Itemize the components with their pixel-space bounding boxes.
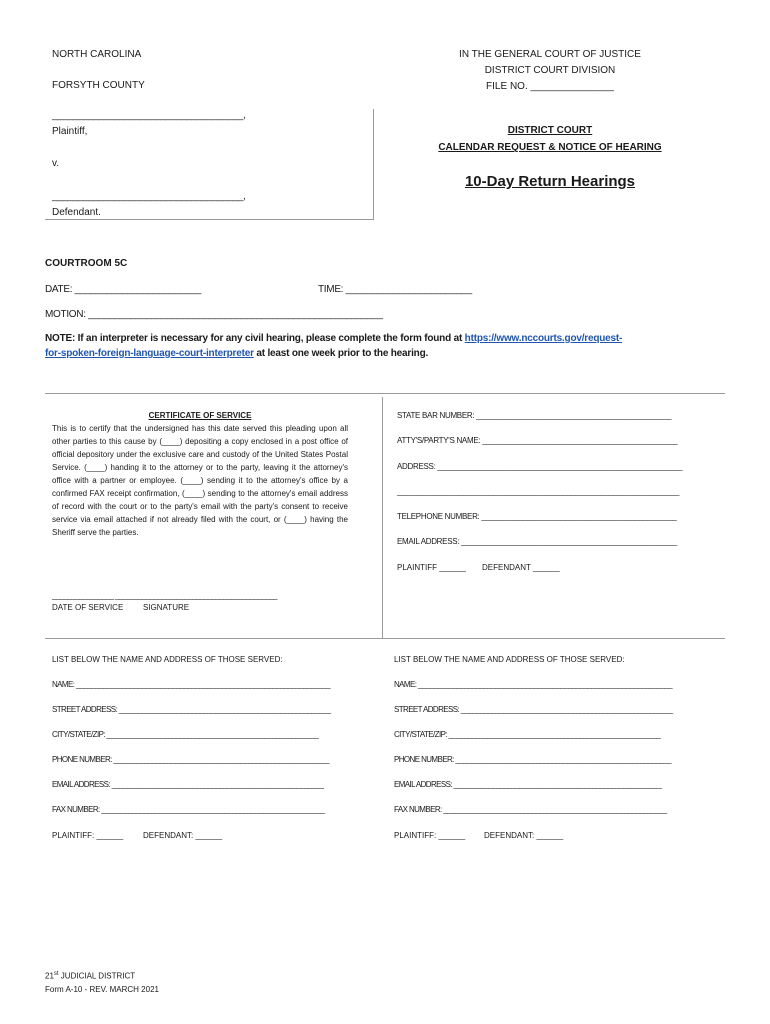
served-left-email-field[interactable]: EMAIL ADDRESS: _______________________________________________________ bbox=[52, 780, 324, 789]
county-label: FORSYTH COUNTY bbox=[52, 80, 145, 91]
served-right-defendant-field[interactable]: DEFENDANT: ______ bbox=[484, 831, 564, 840]
attorney-email-field[interactable]: EMAIL ADDRESS: ____________________________________________________ bbox=[397, 537, 677, 546]
hearing-type-title: 10-Day Return Hearings bbox=[464, 173, 636, 190]
served-right-fax-field[interactable]: FAX NUMBER: __________________________________________________________ bbox=[394, 805, 667, 814]
telephone-field[interactable]: TELEPHONE NUMBER: _______________________________________________ bbox=[397, 512, 677, 521]
served-left-plaintiff-field[interactable]: PLAINTIFF: ______ bbox=[52, 831, 124, 840]
judicial-district-label bbox=[45, 971, 135, 981]
file-number-field[interactable]: FILE NO. _______________ bbox=[486, 81, 614, 92]
section-rule-bottom bbox=[45, 638, 725, 639]
attorney-address-field[interactable]: ADDRESS: ___________________________________________________________ bbox=[397, 462, 683, 471]
served-right-heading: LIST BELOW THE NAME AND ADDRESS OF THOSE SERVED: bbox=[394, 655, 625, 664]
courtroom-label: COURTROOM 5C bbox=[45, 258, 128, 269]
defendant-label: Defendant. bbox=[52, 207, 101, 218]
date-of-service-label: DATE OF SERVICE bbox=[52, 603, 124, 612]
district-text: JUDICIAL DISTRICT bbox=[58, 971, 136, 981]
attorney-plaintiff-field[interactable]: PLAINTIFF ______ bbox=[397, 563, 466, 572]
served-left-heading: LIST BELOW THE NAME AND ADDRESS OF THOSE SERVED: bbox=[52, 655, 283, 664]
plaintiff-label: Plaintiff, bbox=[52, 126, 88, 137]
attorney-name-field[interactable]: ATTY'S/PARTY'S NAME: _______________________________________________ bbox=[397, 436, 678, 445]
division-label: DISTRICT COURT DIVISION bbox=[484, 65, 616, 76]
served-right-name-field[interactable]: NAME: __________________________________________________________________ bbox=[394, 680, 673, 689]
attorney-address-line2[interactable]: ____________________________________________________________________ bbox=[397, 487, 680, 496]
served-right-city-field[interactable]: CITY/STATE/ZIP: _______________________________________________________ bbox=[394, 730, 661, 739]
interpreter-link-part1[interactable]: https://www.nccourts.gov/request- bbox=[464, 333, 623, 344]
calendar-request-title: CALENDAR REQUEST & NOTICE OF HEARING bbox=[438, 142, 662, 153]
served-left-street-field[interactable]: STREET ADDRESS: _______________________________________________________ bbox=[52, 705, 331, 714]
served-left-fax-field[interactable]: FAX NUMBER: __________________________________________________________ bbox=[52, 805, 325, 814]
motion-field[interactable]: MOTION: ________________________________________________________ bbox=[45, 309, 383, 320]
served-left-city-field[interactable]: CITY/STATE/ZIP: _______________________________________________________ bbox=[52, 730, 319, 739]
served-right-email-field[interactable]: EMAIL ADDRESS: ______________________________________________________ bbox=[394, 780, 662, 789]
form-revision-label: Form A-10 - REV. MARCH 2021 bbox=[45, 985, 159, 994]
versus-label: v. bbox=[52, 158, 60, 169]
interpreter-link-part2[interactable]: for-spoken-foreign-language-court-interpreter bbox=[45, 348, 254, 359]
district-number: 21 bbox=[45, 971, 54, 981]
date-field[interactable]: DATE: ________________________ bbox=[45, 284, 201, 295]
section-rule-top bbox=[45, 393, 725, 394]
attorney-defendant-field[interactable]: DEFENDANT ______ bbox=[482, 563, 560, 572]
note-suffix: at least one week prior to the hearing. bbox=[253, 348, 429, 359]
state-bar-number-field[interactable]: STATE BAR NUMBER: _______________________________________________ bbox=[397, 411, 672, 420]
served-left-phone-field[interactable]: PHONE NUMBER: ________________________________________________________ bbox=[52, 755, 329, 764]
served-right-phone-field[interactable]: PHONE NUMBER: ________________________________________________________ bbox=[394, 755, 671, 764]
caption-bottom-rule bbox=[45, 219, 374, 220]
defendant-name-line[interactable]: _____________________________________, bbox=[52, 191, 246, 202]
district-ordinal: st bbox=[53, 971, 59, 977]
certificate-divider bbox=[382, 397, 383, 638]
served-left-name-field[interactable]: NAME: __________________________________________________________________ bbox=[52, 680, 331, 689]
interpreter-note-line2 bbox=[45, 348, 428, 359]
interpreter-note-line1 bbox=[45, 333, 622, 344]
district-court-title: DISTRICT COURT bbox=[507, 125, 593, 136]
time-field[interactable]: TIME: ________________________ bbox=[318, 284, 472, 295]
state-label: NORTH CAROLINA bbox=[52, 49, 142, 60]
plaintiff-name-line[interactable]: _____________________________________, bbox=[52, 110, 246, 121]
certificate-body: This is to certify that the undersigned has this date served this pleading upon all other parties to this cause by (____) depositing a copy enclosed in a post office of official depository under the exclusive care and custody of the United States Postal Service. (____) handing it to the attorney or to the party, leaving it the attorney's office with a partner or employee. (____) sending it to the attorney's office by a confirmed FAX receipt confirmation, (____) sending to the attorney's email address of record with the court or to the party's email with the party's consent to receive service via email attached if not already filed with the court, or (____) having the Sheriff serve the parties. bbox=[52, 424, 348, 537]
court-label: IN THE GENERAL COURT OF JUSTICE bbox=[459, 49, 641, 60]
service-signature-line[interactable]: ________________ __________________________________________ bbox=[52, 591, 277, 600]
served-left-defendant-field[interactable]: DEFENDANT: ______ bbox=[143, 831, 223, 840]
signature-label: SIGNATURE bbox=[143, 603, 190, 612]
served-right-street-field[interactable]: STREET ADDRESS: _______________________________________________________ bbox=[394, 705, 673, 714]
note-prefix: NOTE: If an interpreter is necessary for any civil hearing, please complete the form found at bbox=[45, 333, 465, 344]
served-right-plaintiff-field[interactable]: PLAINTIFF: ______ bbox=[394, 831, 466, 840]
certificate-heading: CERTIFICATE OF SERVICE bbox=[148, 411, 252, 420]
caption-divider bbox=[373, 109, 374, 219]
